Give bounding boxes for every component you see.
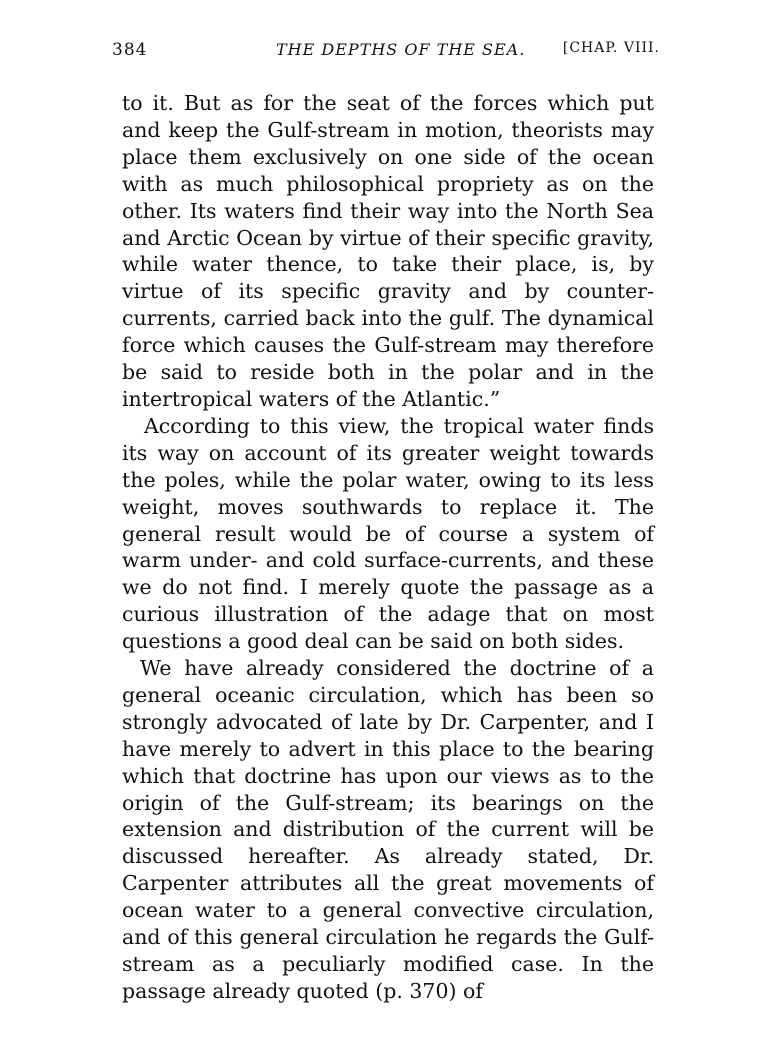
paragraph-circulation: We have already considered the doctrine of a general oceanic circulation, which has been so strongly advocated of late by Dr. Carpenter, and I have merely to advert in this place to the bearing which that doctrine has upon our views as to the origin of the Gulf-stream; its bearings on the extension and distribution of the current will be discussed hereafter. As already stated, Dr. Carpenter attributes all the great movements of ocean water to a general convective circulation, and of this general circulation he regards the Gulf-stream as a peculiarly modified case. In the passage already quoted (p. 370) of (122, 656, 654, 1003)
body-text (122, 90, 654, 1005)
page-number: 384 (112, 40, 148, 60)
page-header (112, 40, 660, 70)
paragraph-according: According to this view, the tropical water finds its way on account of its greater weight towards the poles, while the polar water, owing to its less weight, moves southwards to replace it. The general result would be of course a system of warm under- and cold surface-currents, and these we do not find. I merely quote the passage as a curious illustration of the adage that on most questions a good deal can be said on both sides. (122, 413, 654, 654)
running-title: THE DEPTHS OF THE SEA. (276, 40, 526, 59)
chapter-label: [CHAP. VIII. (562, 40, 660, 56)
paragraph-continuation: to it. But as for the seat of the forces which put and keep the Gulf-stream in motion, theorists may place them exclusively on one side of the ocean with as much philosophical propriety as on the other. Its waters find their way into the North Sea and Arctic Ocean by virtue of their specific gravity, while water thence, to take their place, is, by virtue of its specific gravity and by counter-currents, carried back into the gulf. The dynamical force which causes the Gulf-stream may therefore be said to reside both in the polar and in the intertropical waters of the Atlantic.” (122, 91, 654, 411)
